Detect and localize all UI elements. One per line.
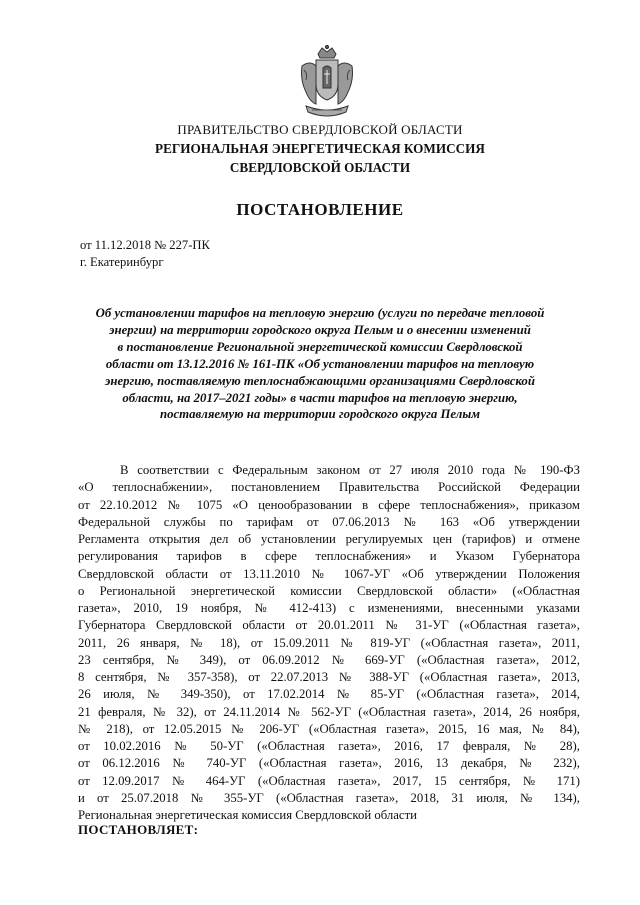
sverdlovsk-coat-of-arms-icon — [296, 44, 358, 122]
subject-line: Об установлении тарифов на тепловую энергию (услуги по передаче тепловой — [95, 306, 545, 320]
body-line: «О теплоснабжении», постановлением Правительства Российской Федерации — [78, 480, 580, 495]
body-line: от 22.10.2012 № 1075 «О ценообразовании в сфере теплоснабжения», приказом — [78, 497, 580, 512]
region-name: СВЕРДЛОВСКОЙ ОБЛАСТИ — [229, 160, 411, 175]
body-line: 23 сентября, № 349), от 06.09.2012 № 669-УГ («Областная газета», 2012, — [78, 652, 580, 667]
subject-line: области от 13.12.2016 № 161-ПК «Об установлении тарифов на тепловую — [105, 356, 535, 371]
body-line: газета», 2010, 19 ноября, № 412-413) с изменениями, внесенными указами — [78, 601, 580, 615]
body-line: регулирования тарифов в сфере теплоснабжения» и Указом Губернатора — [78, 549, 580, 564]
body-line: Свердловской области от 13.11.2010 № 1067-УГ «Об утверждении Положения — [78, 566, 580, 581]
subject-line: энергии) на территории городского округа Пелым и о внесении изменений — [109, 322, 531, 337]
government-name: ПРАВИТЕЛЬСТВО СВЕРДЛОВСКОЙ ОБЛАСТИ — [177, 122, 463, 137]
body-line: В соответствии с Федеральным законом от 27 июля 2010 года № 190-ФЗ — [120, 463, 580, 477]
resolve-heading: ПОСТАНОВЛЯЕТ: — [78, 822, 199, 837]
commission-name: РЕГИОНАЛЬНАЯ ЭНЕРГЕТИЧЕСКАЯ КОМИССИЯ — [155, 141, 485, 156]
body-line: Регламента открытия дел об установлении регулируемых цен (тарифов) и отмене — [78, 532, 580, 546]
document-date-number: от 11.12.2018 № 227-ПК — [80, 238, 210, 252]
subject-line: в постановление Региональной энергетической комиссии Свердловской — [117, 339, 523, 354]
body-line: о Региональной энергетической комиссии Свердловской области» («Областная — [78, 583, 580, 598]
body-line: 26 июля, № 349-350), от 17.02.2014 № 85-УГ («Областная газета», 2014, — [78, 687, 580, 702]
body-line: Федеральной службы по тарифам от 07.06.2013 № 163 «Об утверждении — [78, 514, 580, 529]
body-line: 21 февраля, № 32), от 24.11.2014 № 562-УГ («Областная газета», 2014, 26 ноября, — [78, 704, 580, 719]
body-line: Губернатора Свердловской области от 20.01.2011 № 31-УГ («Областная газета», — [78, 618, 580, 633]
document-subject — [70, 305, 570, 423]
body-line: и от 25.07.2018 № 355-УГ («Областная газета», 2018, 31 июля, № 134), — [78, 790, 580, 805]
subject-line: энергию, поставляемую теплоснабжающими организациями Свердловской — [105, 373, 535, 388]
body-line: от 12.09.2017 № 464-УГ («Областная газета», 2017, 15 сентября, № 171) — [78, 773, 580, 788]
body-line: 2011, 26 января, № 18), от 15.09.2011 № 819-УГ («Областная газета», 2011, — [78, 635, 580, 650]
body-line: Региональная энергетическая комиссия Свердловской области — [78, 808, 417, 822]
subject-line: области, на 2017–2021 годы» в части тарифов на тепловую энергию, — [122, 390, 518, 405]
subject-line: поставляемую на территории городского округа Пелым — [159, 407, 480, 422]
document-city: г. Екатеринбург — [80, 255, 164, 269]
body-line: от 06.12.2016 № 740-УГ («Областная газета», 2016, 13 декабря, № 232), — [78, 756, 580, 771]
body-line: 8 сентября, № 357-358), от 22.07.2013 № 388-УГ («Областная газета», 2013, — [78, 670, 580, 684]
document-type-title: ПОСТАНОВЛЕНИЕ — [236, 200, 404, 219]
body-line: от 10.02.2016 № 50-УГ («Областная газета», 2016, 17 февраля, № 28), — [78, 739, 580, 753]
body-line: № 218), от 12.05.2015 № 206-УГ («Областная газета», 2015, 16 мая, № 84), — [78, 721, 580, 736]
preamble-paragraph — [78, 462, 580, 824]
